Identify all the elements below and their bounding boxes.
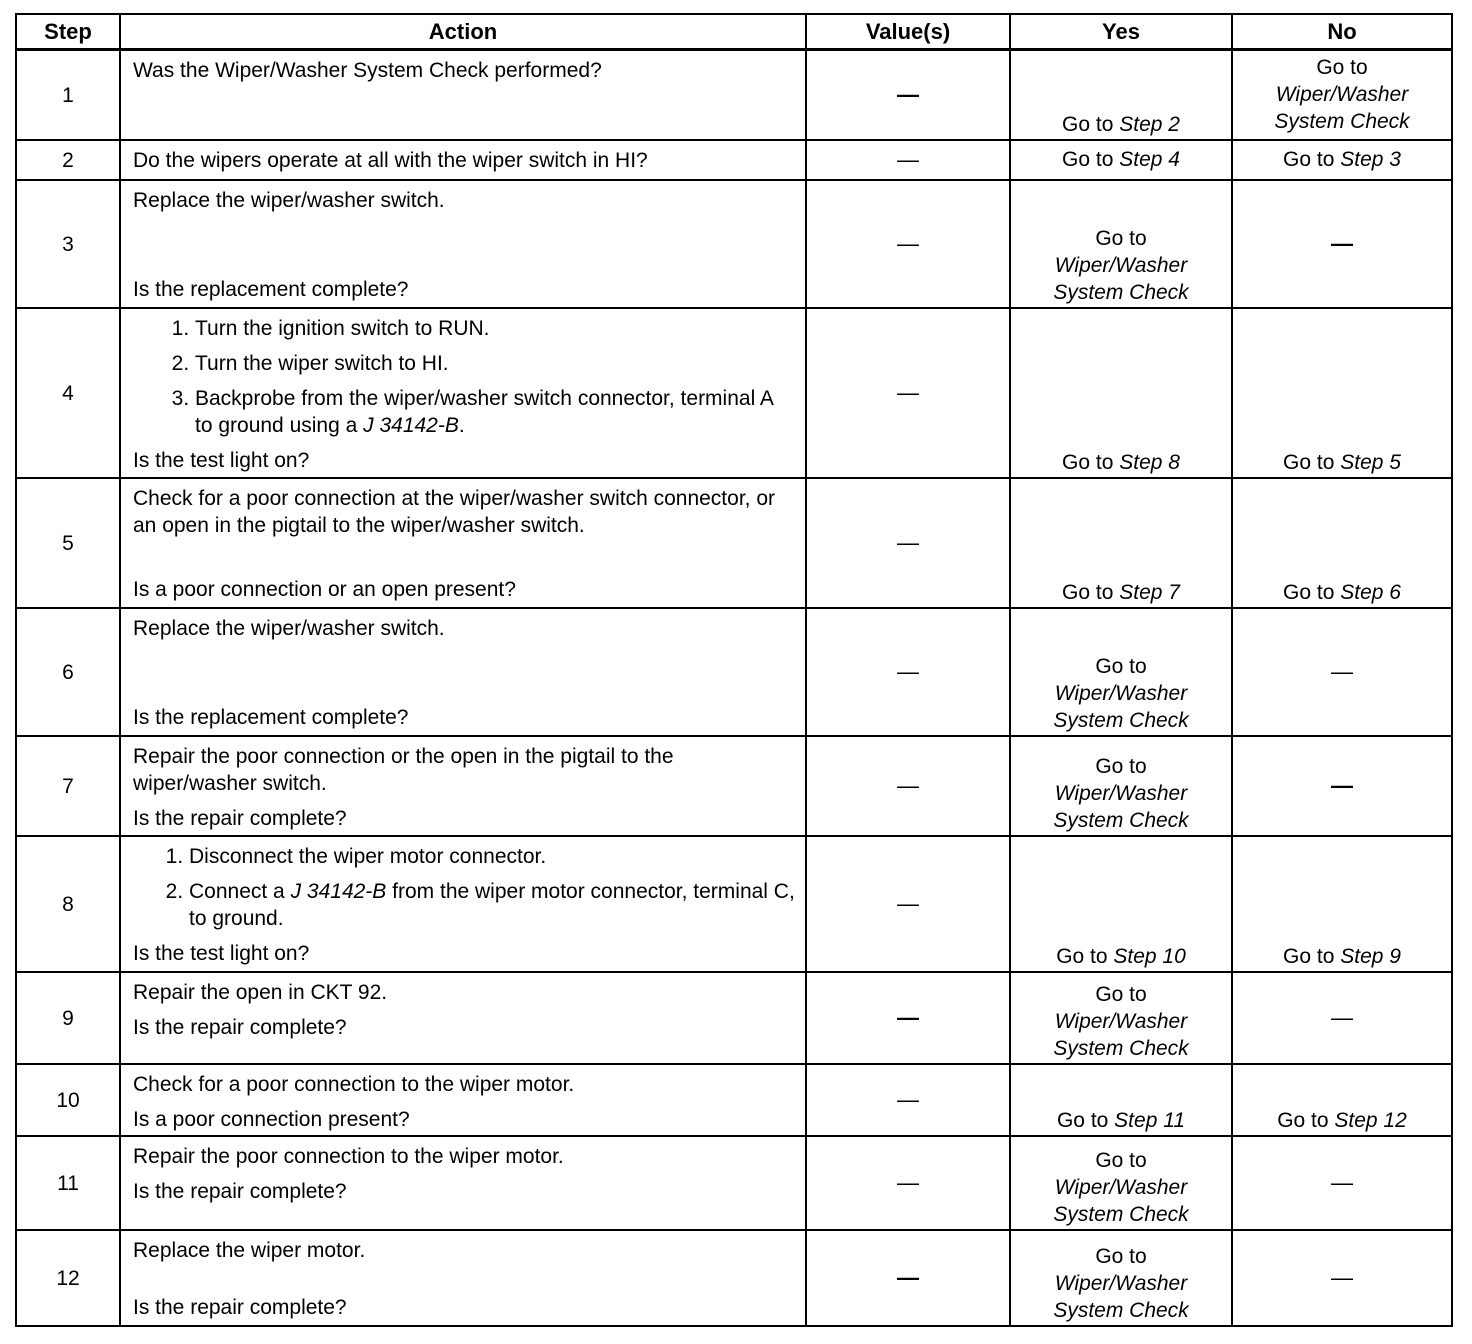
dash-mark: — — [897, 659, 919, 684]
yes-cell — [1010, 140, 1232, 180]
step-number: 6 — [16, 608, 120, 736]
yes-link-line-2[interactable]: Wiper/Washer — [1054, 1272, 1188, 1295]
value-cell — [806, 608, 1010, 736]
header-row — [16, 14, 1452, 50]
action-text: Do the wipers operate at all with the wiper switch in HI? — [133, 148, 648, 172]
no-cell — [1232, 308, 1452, 478]
yes-cell — [1010, 1230, 1232, 1326]
action-text: Was the Wiper/Washer System Check performed? — [133, 59, 602, 82]
action-question: Is the repair complete? — [133, 1296, 347, 1319]
yes-cell — [1010, 736, 1232, 836]
yes-link-step[interactable]: Step 11 — [1114, 1109, 1186, 1132]
yes-link-step[interactable]: Step 7 — [1119, 581, 1180, 604]
action-cell — [120, 836, 806, 972]
no-prefix: Go to — [1283, 581, 1341, 604]
dash-mark: — — [897, 380, 919, 405]
action-question: Is the test light on? — [133, 449, 310, 472]
no-prefix: Go to — [1283, 148, 1341, 171]
action-text: Replace the wiper/washer switch. — [133, 617, 445, 640]
action-text: Repair the poor connection or the open in the pigtail to the wiper/washer switch. — [133, 745, 674, 795]
table-row-step-2 — [16, 140, 1452, 180]
value-cell — [806, 50, 1010, 141]
yes-link-step[interactable]: Step 10 — [1113, 945, 1186, 968]
yes-cell — [1010, 308, 1232, 478]
yes-prefix: Go to — [1056, 1109, 1115, 1132]
yes-link-line-2[interactable]: Wiper/Washer — [1054, 254, 1188, 277]
dash-mark: — — [1331, 1169, 1353, 1195]
dash-mark: — — [897, 1170, 919, 1195]
step-number: 9 — [16, 972, 120, 1064]
action-question: Is the repair complete? — [133, 1180, 347, 1203]
table-row-step-3 — [16, 180, 1452, 308]
value-cell — [806, 478, 1010, 608]
header-no: No — [1232, 14, 1452, 50]
action-cell — [120, 972, 806, 1064]
procedure-text: Backprobe from the wiper/washer switch connector, terminal A to ground using a — [195, 387, 773, 437]
procedure-list — [133, 315, 795, 447]
dash-mark: — — [897, 891, 919, 916]
yes-link-step[interactable]: Step 4 — [1119, 148, 1180, 171]
no-cell — [1232, 736, 1452, 836]
step-number: 1 — [16, 50, 120, 141]
yes-prefix: Go to — [1062, 113, 1120, 136]
header-action: Action — [120, 14, 806, 50]
table-row-step-7 — [16, 736, 1452, 836]
dash-mark: — — [1331, 772, 1353, 798]
action-cell — [120, 736, 806, 836]
dash-mark: — — [897, 773, 919, 798]
table-row-step-12 — [16, 1230, 1452, 1326]
yes-cell — [1010, 180, 1232, 308]
step-number: 4 — [16, 308, 120, 478]
action-text: Check for a poor connection to the wiper motor. — [133, 1073, 575, 1096]
procedure-item: 1. Turn the ignition switch to RUN. — [195, 315, 795, 342]
step-number: 8 — [16, 836, 120, 972]
action-cell — [120, 308, 806, 478]
yes-link-line-3[interactable]: System Check — [1053, 709, 1189, 732]
value-cell — [806, 836, 1010, 972]
no-link-step[interactable]: Step 6 — [1340, 581, 1401, 604]
action-question: Is a poor connection or an open present? — [133, 578, 516, 601]
procedure-item — [195, 385, 795, 439]
no-link-step[interactable]: Step 3 — [1340, 148, 1401, 171]
yes-line-1: Go to — [1095, 983, 1147, 1006]
table-row-step-4 — [16, 308, 1452, 478]
procedure-list — [133, 843, 795, 940]
yes-cell — [1010, 836, 1232, 972]
dash-mark: — — [897, 1005, 919, 1030]
header-values: Value(s) — [806, 14, 1010, 50]
table-row-step-1 — [16, 50, 1452, 141]
action-question: Is the replacement complete? — [133, 278, 409, 301]
no-link-line-2[interactable]: Wiper/Washer — [1275, 83, 1409, 106]
yes-line-1: Go to — [1095, 1149, 1147, 1172]
dash-mark: — — [897, 147, 919, 172]
action-text: Check for a poor connection at the wiper/washer switch connector, or an open in the pigtail to the wiper/washer switch. — [133, 487, 775, 537]
table-row-step-8 — [16, 836, 1452, 972]
yes-link-step[interactable]: Step 2 — [1119, 113, 1180, 136]
action-text: Replace the wiper/washer switch. — [133, 189, 445, 212]
step-number: 10 — [16, 1064, 120, 1136]
dash-mark: — — [1331, 230, 1353, 256]
action-question: Is the repair complete? — [133, 807, 347, 830]
yes-prefix: Go to — [1062, 148, 1120, 171]
table-row-step-9 — [16, 972, 1452, 1064]
action-cell — [120, 1064, 806, 1136]
yes-prefix: Go to — [1062, 451, 1120, 474]
action-cell — [120, 478, 806, 608]
tool-ref: J 34142-B — [363, 414, 459, 437]
yes-cell — [1010, 608, 1232, 736]
yes-line-1: Go to — [1095, 655, 1147, 678]
value-cell — [806, 308, 1010, 478]
action-cell — [120, 1230, 806, 1326]
no-cell — [1232, 1230, 1452, 1326]
action-cell — [120, 608, 806, 736]
step-number: 3 — [16, 180, 120, 308]
action-question: Is the repair complete? — [133, 1016, 347, 1039]
yes-cell — [1010, 50, 1232, 141]
no-cell — [1232, 972, 1452, 1064]
value-cell — [806, 736, 1010, 836]
dash-mark: — — [897, 231, 919, 256]
action-question: Is a poor connection present? — [133, 1108, 410, 1131]
dash-mark: — — [1331, 1264, 1353, 1290]
table-row-step-6 — [16, 608, 1452, 736]
yes-line-1: Go to — [1095, 755, 1147, 778]
dash-mark: — — [897, 530, 919, 555]
no-cell — [1232, 478, 1452, 608]
no-link-step[interactable]: Step 12 — [1334, 1109, 1407, 1132]
dash-mark: — — [1331, 658, 1353, 684]
procedure-text-end: from the wiper motor connector, terminal C, to ground. — [189, 880, 795, 930]
yes-link-line-2[interactable]: Wiper/Washer — [1054, 782, 1188, 805]
action-text: Replace the wiper motor. — [133, 1239, 366, 1262]
yes-cell — [1010, 1064, 1232, 1136]
procedure-text: Connect a — [189, 880, 291, 903]
dash-mark: — — [1331, 1004, 1353, 1030]
step-number: 7 — [16, 736, 120, 836]
no-cell — [1232, 140, 1452, 180]
tool-ref: J 34142-B — [290, 880, 387, 903]
action-text: Repair the open in CKT 92. — [133, 981, 388, 1004]
procedure-item — [189, 878, 795, 932]
no-line-1: Go to — [1316, 56, 1368, 79]
no-prefix: Go to — [1283, 945, 1341, 968]
table-row-step-10 — [16, 1064, 1452, 1136]
procedure-item: 2. Turn the wiper switch to HI. — [195, 350, 795, 377]
dash-mark: — — [897, 82, 919, 107]
value-cell — [806, 1136, 1010, 1230]
yes-link-step[interactable]: Step 8 — [1119, 451, 1180, 474]
value-cell — [806, 180, 1010, 308]
header-step: Step — [16, 14, 120, 50]
no-cell — [1232, 1064, 1452, 1136]
procedure-text-end: . — [458, 414, 465, 437]
procedure-item: 1. Disconnect the wiper motor connector. — [189, 843, 795, 870]
table-row-step-11 — [16, 1136, 1452, 1230]
diagnostic-table — [15, 13, 1453, 1327]
header-yes: Yes — [1010, 14, 1232, 50]
yes-link-line-2[interactable]: Wiper/Washer — [1054, 682, 1188, 705]
value-cell — [806, 1230, 1010, 1326]
step-number: 2 — [16, 140, 120, 180]
yes-link-line-2[interactable]: Wiper/Washer — [1054, 1010, 1188, 1033]
no-cell — [1232, 180, 1452, 308]
step-number: 12 — [16, 1230, 120, 1326]
no-cell — [1232, 1136, 1452, 1230]
yes-link-line-3[interactable]: System Check — [1053, 281, 1189, 304]
no-link-step[interactable]: Step 5 — [1340, 451, 1401, 474]
action-text: Repair the poor connection to the wiper motor. — [133, 1145, 564, 1168]
action-question: Is the test light on? — [133, 942, 310, 965]
yes-link-line-3[interactable]: System Check — [1053, 809, 1189, 832]
value-cell — [806, 1064, 1010, 1136]
yes-line-1: Go to — [1095, 1245, 1147, 1268]
value-cell — [806, 972, 1010, 1064]
yes-link-line-2[interactable]: Wiper/Washer — [1054, 1176, 1188, 1199]
yes-cell — [1010, 1136, 1232, 1230]
no-cell — [1232, 608, 1452, 736]
no-prefix: Go to — [1283, 451, 1341, 474]
action-cell — [120, 180, 806, 308]
dash-mark: — — [897, 1265, 919, 1290]
action-question: Is the replacement complete? — [133, 706, 409, 729]
no-link-step[interactable]: Step 9 — [1340, 945, 1401, 968]
yes-cell — [1010, 478, 1232, 608]
value-cell — [806, 140, 1010, 180]
dash-mark: — — [897, 1087, 919, 1112]
yes-prefix: Go to — [1062, 581, 1120, 604]
yes-line-1: Go to — [1095, 227, 1147, 250]
no-prefix: Go to — [1277, 1109, 1335, 1132]
step-number: 5 — [16, 478, 120, 608]
yes-cell — [1010, 972, 1232, 1064]
yes-link-line-3[interactable]: System Check — [1053, 1203, 1189, 1226]
no-link-line-3[interactable]: System Check — [1274, 110, 1410, 133]
step-number: 11 — [16, 1136, 120, 1230]
no-cell — [1232, 836, 1452, 972]
yes-link-line-3[interactable]: System Check — [1053, 1037, 1189, 1060]
action-cell — [120, 140, 806, 180]
diagnostic-table-sheet — [15, 13, 1453, 1327]
action-cell — [120, 50, 806, 141]
action-cell — [120, 1136, 806, 1230]
yes-link-line-3[interactable]: System Check — [1053, 1299, 1189, 1322]
no-cell — [1232, 50, 1452, 141]
yes-prefix: Go to — [1056, 945, 1114, 968]
table-row-step-5 — [16, 478, 1452, 608]
